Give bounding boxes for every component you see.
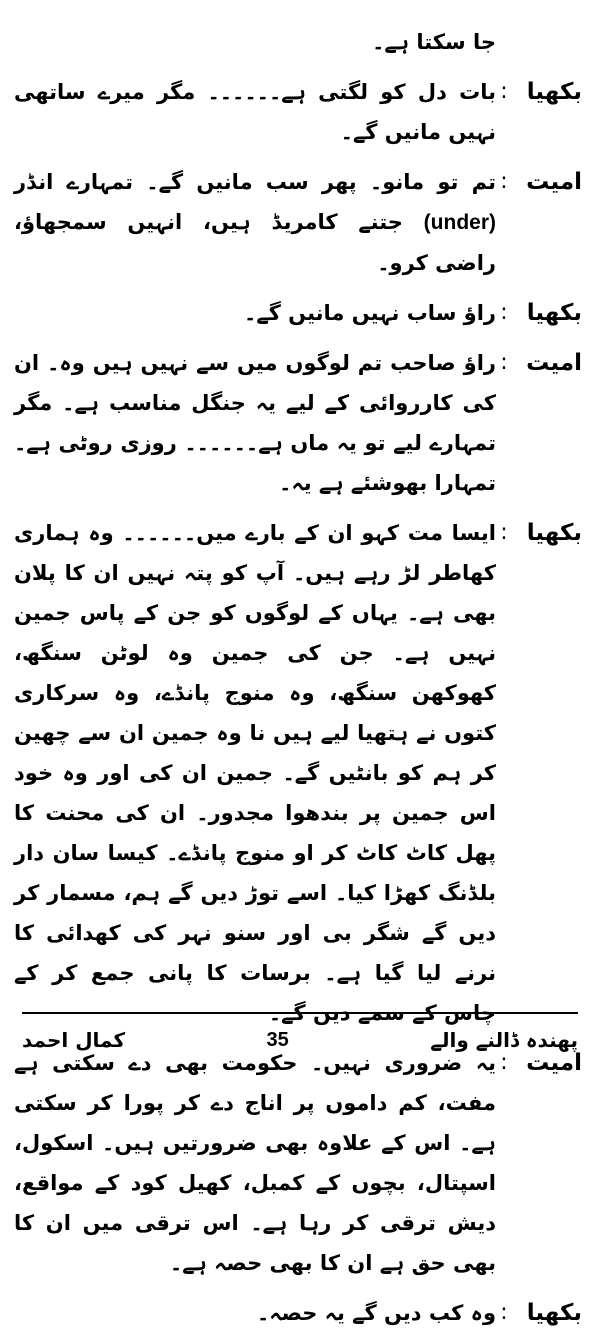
footer-author: کمال احمد	[22, 1028, 126, 1052]
continuation-line	[14, 22, 586, 62]
colon-separator: :	[500, 520, 508, 545]
dialogue-text: راؤ ساب نہیں مانیں گے۔	[244, 301, 496, 325]
dialogue-text	[14, 162, 496, 283]
dialogue-text: راؤ صاحب تم لوگوں میں سے نہیں ہیں وہ۔ ان کی کارروائی کے لیے یہ جنگل مناسب ہے۔ مگر تمہارے لیے تو یہ ماں ہے۔۔۔۔۔۔ روزی روٹی ہے۔ تمہارا بھوشئے ہے یہ۔	[14, 351, 496, 495]
speaker-name: امیت	[526, 350, 582, 376]
colon-separator: :	[500, 300, 508, 325]
page-footer	[22, 1020, 578, 1060]
dialogue-text: یہ ضروری نہیں۔ حکومت بھی دے سکتی ہے مفت، کم داموں پر اناج دے کر پورا کر سکتی ہے۔ اس کے علاوہ بھی ضرورتیں ہیں۔ اسکول، اسپتال، بچوں کے کمبل، کھیل کود کے مواقع، دیش ترقی کر رہا ہے۔ اس ترقی میں ان کا بھی حق ہے ان کا بھی حصہ ہے۔	[14, 1051, 496, 1275]
speaker-name: بکھیا	[526, 520, 582, 546]
footer-book-title: پھندہ ڈالنے والے	[430, 1028, 578, 1052]
speaker-name: امیت	[526, 1050, 582, 1076]
dialogue-block	[14, 343, 586, 503]
dialogue-block	[14, 72, 586, 152]
dialogue-block	[14, 162, 586, 283]
dialogue-text: ایسا مت کہو ان کے بارے میں۔۔۔۔۔۔ وہ ہماری کھاطر لڑ رہے ہیں۔ آپ کو پتہ نہیں ان کا پلان بھی ہے۔ یہاں کے لوگوں کو جن کے پاس جمین نہیں ہے۔ جن کی جمین وہ لوٹن سنگھ، کھوکھن سنگھ، وہ منوج پانڈے، وہ سرکاری کتوں نے ہتھیا لیے ہیں نا وہ جمین ان سے چھین کر ہم کو بانٹیں گے۔ جمین ان کی اور وہ خود اس جمین پر بندھوا مجدور۔ ان کی محنت کا پھل کاٹ کاٹ کر او منوج پانڈے۔ کیسا سان دار بلڈنگ کھڑا کیا۔ اسے توڑ دیں گے ہم، مسمار کر دیں گے شگر بی اور سنو نہر کی کھدائی کا نرنے لیا گیا ہے۔ برسات کا پانی جمع کر کے چاس کے سمے دیں گے۔	[14, 521, 496, 1025]
speaker-name: بکھیا	[526, 1300, 582, 1326]
speaker-name: بکھیا	[526, 300, 582, 326]
dialogue-text-part: جتنے کامریڈ ہیں، انہیں سمجھاؤ، راضی کرو۔	[14, 210, 496, 275]
dialogue-text-part: تم تو مانو۔ پھر سب مانیں گے۔ تمہارے انڈر	[14, 170, 496, 194]
colon-separator: :	[500, 169, 508, 194]
colon-separator: :	[500, 1300, 508, 1325]
footer-divider	[22, 1012, 578, 1014]
speaker-name: امیت	[526, 169, 582, 195]
colon-separator: :	[500, 350, 508, 375]
dialogue-block	[14, 1293, 586, 1333]
colon-separator: :	[500, 79, 508, 104]
dialogue-text: جا سکتا ہے۔	[372, 30, 496, 54]
dialogue-block	[14, 1043, 586, 1283]
dialogue-text: وہ کب دیں گے یہ حصہ۔	[256, 1301, 496, 1325]
page-number: 35	[266, 1028, 289, 1051]
dialogue-block	[14, 513, 586, 1033]
colon-separator: :	[500, 1050, 508, 1075]
dialogue-text: بات دل کو لگتی ہے۔۔۔۔۔۔ مگر میرے ساتھی نہیں مانیں گے۔	[14, 80, 496, 144]
english-word: (under)	[423, 211, 496, 234]
dialogue-block	[14, 293, 586, 333]
speaker-name: بکھیا	[526, 79, 582, 105]
